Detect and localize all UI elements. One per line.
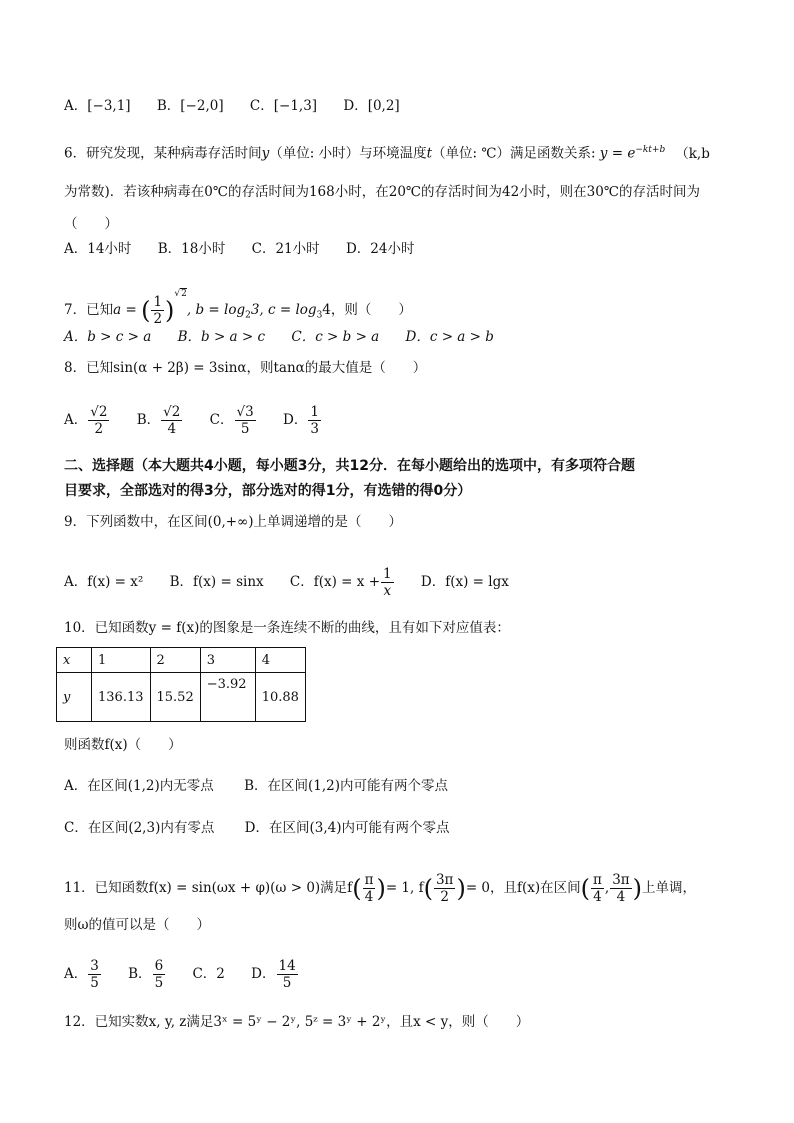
q6-formula: y = e [599,145,636,162]
q6-options [64,239,414,259]
q6-option-a: A．14小时 [64,241,132,257]
q10-options-row2 [64,818,449,838]
table-cell: 3 [200,648,255,673]
q5-option-c: C．[−1,3] [249,98,318,114]
q6-option-c: C．21小时 [251,241,320,257]
q7-paren-left: ( [141,296,151,325]
section2-heading-line1: 二、选择题（本大题共4小题，每小题3分，共12分．在每小题给出的选项中，有多项符合题 [64,458,635,474]
q10-option-b: B．在区间(1,2)内可能有两个零点 [244,778,448,794]
q7-text-pre: 7．已知 [64,302,114,318]
q11-text-b: = 1, f [385,880,424,896]
q6-option-b: B．18小时 [157,241,226,257]
q6-var-y: y [261,145,270,162]
q11-option-c: C．2 [192,966,225,982]
q10-stem: 10．已知函数y = f(x)的图象是一条连续不断的曲线，且有如下对应值表： [64,620,510,636]
q7-c-def: 3, c = log [250,302,317,318]
q7-options [64,327,494,347]
q11-text-c: = 0，且f(x)在区间 [465,880,581,896]
q7-option-b: B．b > a > c [177,329,266,345]
q9-option-d: D．f(x) = lgx [420,574,509,590]
q11-options [64,958,299,991]
q7-paren-right: ) [165,296,175,325]
q7-b-def: , b = log [186,302,246,318]
q8-option-b: B． $\frac{√2}{4}$ [136,404,181,437]
q12-stem: 12．已知实数x, y, z满足3ˣ = 5ʸ − 2ʸ, 5ᶻ = 3ʸ + 2ʸ，且x < y，则（ ） [64,1014,530,1030]
q8-option-a: A． $\frac{√2}{2}$ [64,404,108,437]
q8-options [64,404,322,437]
q9-options [64,566,509,599]
table-cell: 15.52 [150,673,200,722]
q11-line2: 则ω的值可以是（ ） [64,917,211,933]
q10-after: 则函数f(x)（ ） [64,737,182,753]
q7-option-c: C．c > b > a [291,329,380,345]
q6-text-c: （单位: ℃）满足函数关系: [432,145,600,162]
q7-option-a: A．b > c > a [64,329,152,345]
q5-option-d: D．[0,2] [343,98,400,114]
q10-option-d: D．在区间(3,4)内可能有两个零点 [244,820,450,836]
q7-option-d: D．c > a > b [405,329,494,345]
q6-text-b: （单位: 小时）与环境温度 [269,145,427,162]
q5-option-b: B．[−2,0] [156,98,224,114]
q9-option-a: A．f(x) = x² [64,574,144,590]
table-row-y [57,673,306,722]
q5-options [64,96,400,116]
q7-fraction-half: $\frac{1}{2}$ [153,294,163,327]
table-cell: 136.13 [92,673,151,722]
table-cell: −3.92 [200,673,255,722]
section2-heading-line2: 目要求，全部选对的得3分，部分选对的得1分，有选错的得0分） [64,483,472,499]
q10-value-table [56,647,306,722]
table-cell: 2 [150,648,200,673]
table-cell-y-label: y [57,673,92,722]
q6-line1 [64,140,710,164]
q10-options-row1 [64,776,448,796]
table-row-x [57,648,306,673]
q6-option-d: D．24小时 [345,241,415,257]
q6-text-d: （k,b [675,145,710,162]
q11-option-b: B． $\frac{6}{5}$ [128,958,164,991]
q10-option-c: C．在区间(2,3)内有零点 [64,820,215,836]
q8-option-d: D． $\frac{1}{3}$ [283,404,319,437]
q9-option-c: C．f(x) = x + $\frac{1}{x}$ [289,566,392,599]
q9-stem: 9．下列函数中，在区间(0,+∞)上单调递增的是（ ） [64,514,403,530]
q11-text-d: 上单调， [642,880,697,896]
q11-stem: 11．已知函数f(x) = sin(ωx + φ)(ω > 0)满足f( $\frac{\pi}{4}$ )= 1, f( $\frac{3\pi}{2}$ )= 0，且f(x)在区间( $\frac{\pi}{4}$ , $\frac{3\pi}{4}$ )上单调， [64,872,697,905]
q11-option-d: D． $\frac{14}{5}$ [251,958,296,991]
table-cell-x-label: x [57,648,92,673]
q8-stem: 8．已知sin(α + 2β) = 3sinα，则tanα的最大值是（ ） [64,360,427,376]
q11-text-a: 11．已知函数f(x) = sin(ωx + φ)(ω > 0)满足f [64,880,353,896]
q6-formula-exponent: −kt+b [635,145,666,155]
q7-text-post: 4，则（ ） [322,302,412,318]
q6-line2: 为常数)．若该种病毒在0℃的存活时间为168小时，在20℃的存活时间为42小时，则在30℃的存活时间为 [64,184,700,200]
q9-option-b: B．f(x) = sinx [169,574,264,590]
q11-option-a: A． $\frac{3}{5}$ [64,958,99,991]
q7-stem: 7．已知a = ( $\frac{1}{2}$ )$^{√2}$, $b = \log_23$, $c = \log_34$，则（ ） [64,289,412,327]
table-cell: 10.88 [255,673,305,722]
q10-option-a: A．在区间(1,2)内无零点 [64,778,214,794]
q6-var-t: t [426,145,433,162]
q7-exponent-sqrt2: √2 [174,289,187,299]
q7-var-a: a [113,302,122,318]
table-cell: 4 [255,648,305,673]
q5-option-a: A．[−3,1] [64,98,131,114]
q6-text-a: 6．研究发现，某种病毒存活时间 [64,145,262,162]
q8-option-c: C． $\frac{√3}{5}$ [209,404,254,437]
q6-line3: （ ） [64,216,118,232]
table-cell: 1 [92,648,151,673]
